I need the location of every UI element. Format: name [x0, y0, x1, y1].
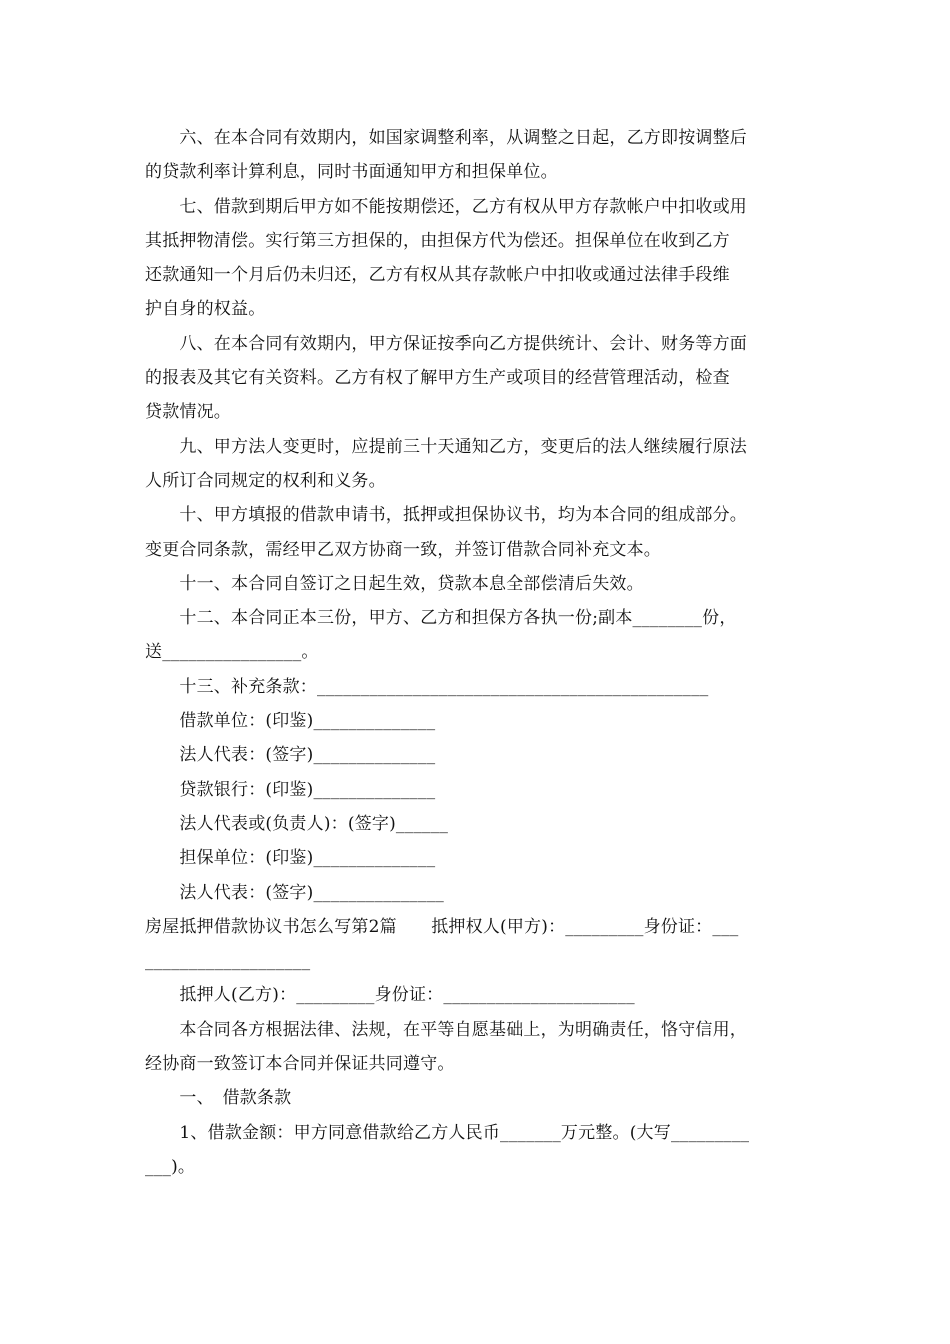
- signature-line: 法人代表：(签字)______________: [145, 745, 436, 766]
- signature-line: 担保单位：(印鉴)______________: [145, 848, 436, 869]
- paragraph-line: 1、借款金额：甲方同意借款给乙方人民币_______万元整。(大写_________: [145, 1122, 750, 1143]
- paragraph-line: 十三、补充条款：_____________________________________________: [145, 676, 709, 697]
- paragraph-line: 变更合同条款，需经甲乙双方协商一致，并签订借款合同补充文本。: [145, 539, 661, 560]
- paragraph-line: 还款通知一个月后仍未归还，乙方有权从其存款帐户中扣收或通过法律手段维: [145, 265, 730, 286]
- paragraph-line: ___________________: [145, 951, 311, 972]
- signature-line: 法人代表或(负责人)：(签字)______: [145, 813, 449, 834]
- paragraph-line: 的报表及其它有关资料。乙方有权了解甲方生产或项目的经营管理活动，检查: [145, 368, 730, 389]
- paragraph-line: 送________________。: [145, 642, 319, 663]
- heading-line: 一、 借款条款: [145, 1088, 292, 1109]
- paragraph-line: 的贷款利率计算利息，同时书面通知甲方和担保单位。: [145, 162, 558, 183]
- paragraph-line: 八、在本合同有效期内，甲方保证按季向乙方提供统计、会计、财务等方面: [145, 333, 747, 354]
- paragraph-line: 六、在本合同有效期内，如国家调整利率，从调整之日起，乙方即按调整后: [145, 128, 747, 148]
- signature-line: 法人代表：(签字)_______________: [145, 882, 444, 903]
- paragraph-line: 贷款情况。: [145, 402, 231, 423]
- paragraph-line: 本合同各方根据法律、法规，在平等自愿基础上，为明确责任，恪守信用，: [145, 1019, 747, 1040]
- paragraph-line: 七、借款到期后甲方如不能按期偿还，乙方有权从甲方存款帐户中扣收或用: [145, 196, 747, 217]
- paragraph-line: 人所订合同规定的权利和义务。: [145, 470, 386, 491]
- signature-line: 贷款银行：(印鉴)______________: [145, 779, 436, 800]
- paragraph-line: 九、甲方法人变更时，应提前三十天通知乙方，变更后的法人继续履行原法: [145, 436, 747, 457]
- paragraph-line: 十、甲方填报的借款申请书，抵押或担保协议书，均为本合同的组成部分。: [145, 505, 747, 526]
- signature-line: 借款单位：(印鉴)______________: [145, 711, 436, 732]
- section-title-line: 房屋抵押借款协议书怎么写第2篇 抵押权人(甲方)：_________身份证：___: [145, 916, 739, 937]
- document-body: [145, 121, 810, 1184]
- paragraph-line: 经协商一致签订本合同并保证共同遵守。: [145, 1054, 455, 1075]
- paragraph-line: 十二、本合同正本三份，甲方、乙方和担保方各执一份;副本________份，: [145, 608, 737, 629]
- paragraph-line: 十一、本合同自签订之日起生效，贷款本息全部偿清后失效。: [145, 573, 644, 594]
- paragraph-line: 抵押人(乙方)：_________身份证：______________________: [145, 985, 635, 1006]
- paragraph-line: ___)。: [145, 1156, 196, 1177]
- paragraph-line: 护自身的权益。: [145, 299, 266, 320]
- paragraph-line: 其抵押物清偿。实行第三方担保的，由担保方代为偿还。担保单位在收到乙方: [145, 230, 730, 251]
